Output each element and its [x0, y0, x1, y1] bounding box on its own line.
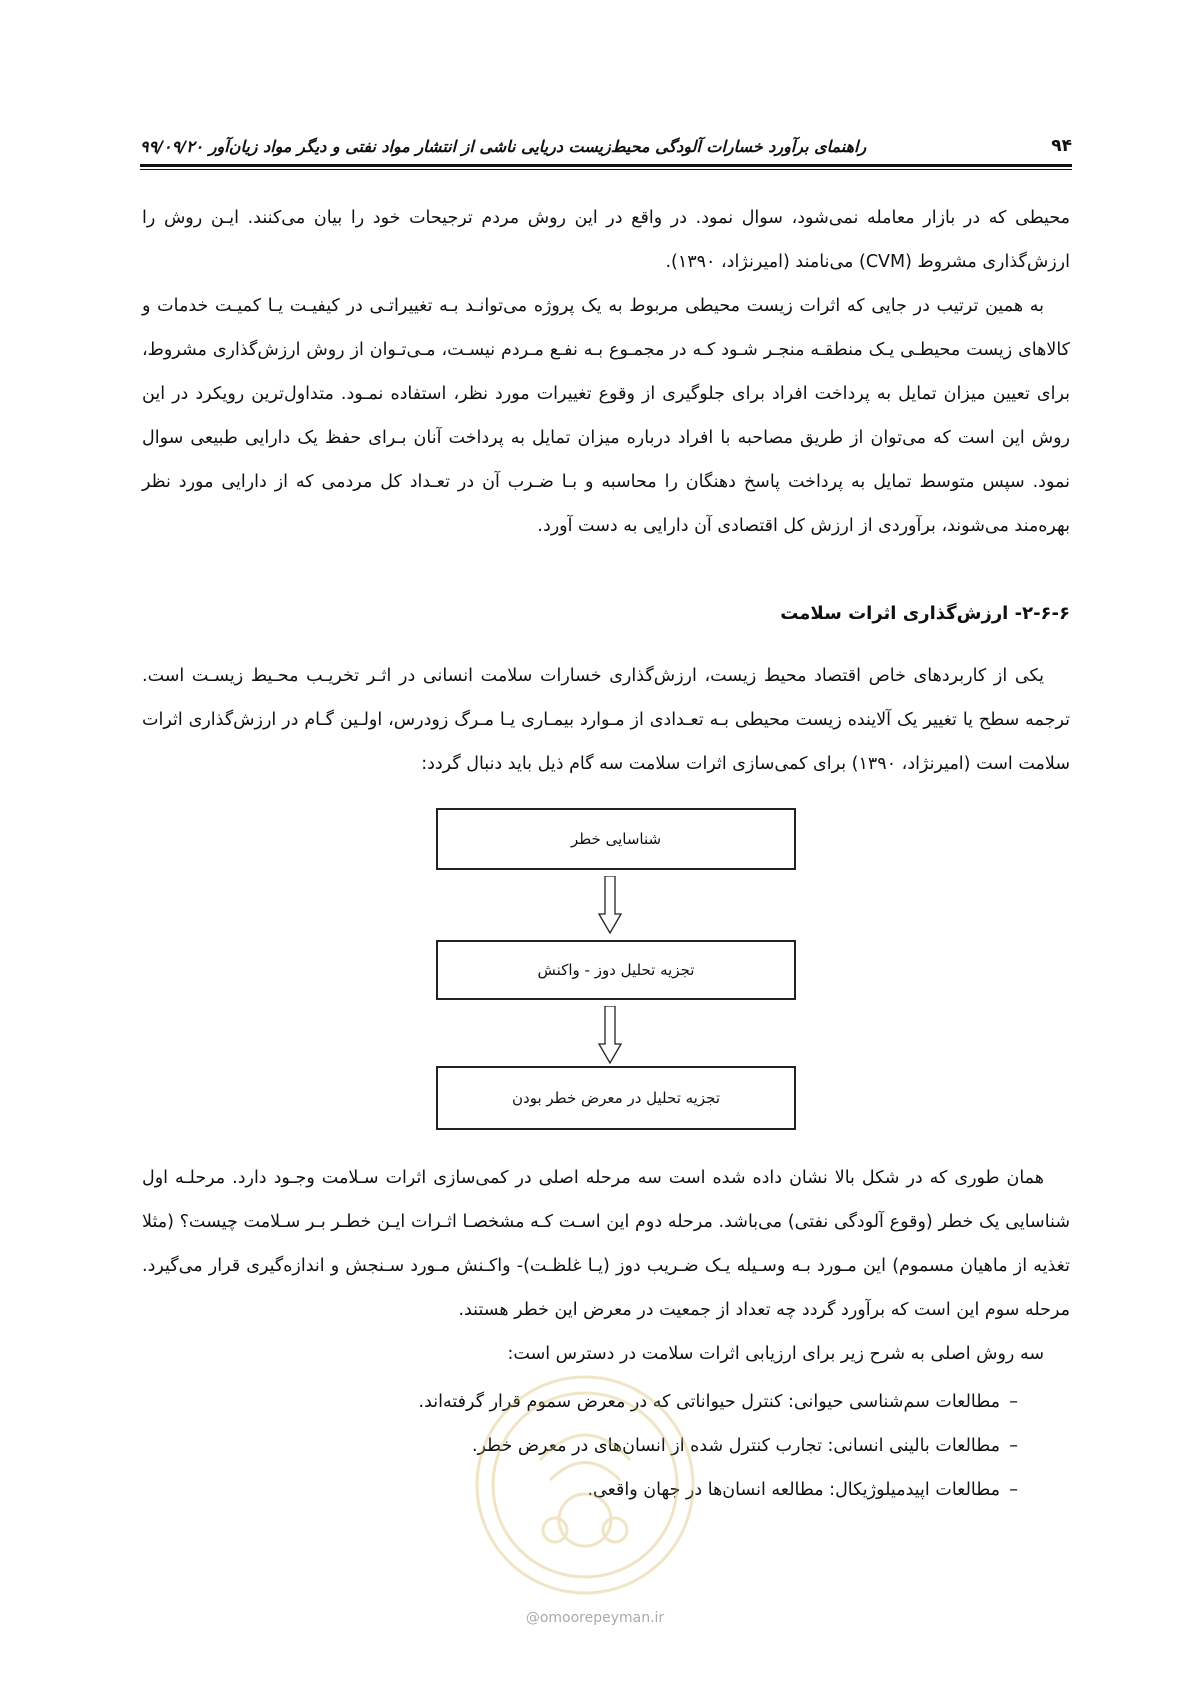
- list-dash: –: [1009, 1436, 1018, 1456]
- list-item-text: مطالعات سم‌شناسی حیوانی: کنترل حیواناتی که در معرض سموم قرار گرفته‌اند.: [418, 1392, 1000, 1412]
- paragraph-contingent-valuation: به همین ترتیب در جایی که اثرات زیست محیطی مربوط به یک پروژه می‌توانـد بـه تغییراتـی در کیفیـت یـا کمیـت خدمات و کالاهای زیست محیطـی یـک منطقـه منجـر شـود کـه در مجمـوع بـه نفـع مـردم نیسـت، مـی‌تـوان از روش ارزش‌گذاری مشروط، برای تعیین میزان تمایل به پرداخت افراد برای جلوگیری از وقوع تغییرات مورد نظر، استفاده نمـود. متداول‌ترین رویکرد در این روش این است که می‌توان از طریق مصاحبه با افراد درباره میزان تمایل به پرداخت آنان بـرای حفظ یک دارایی طبیعی سوال نمود. سپس متوسط تمایل به پرداخت پاسخ دهنگان را محاسبه و بـا ضـرب آن در تعـداد کل مردمی که از دارایی مورد نظر بهره‌مند می‌شوند، برآوردی از ارزش کل اقتصادی آن دارایی به دست آورد.: [142, 296, 1070, 536]
- section-heading: ۲-۶-۶- ارزش‌گذاری اثرات سلامت: [780, 603, 1070, 624]
- flow-step-label: تجزیه تحلیل دوز - واکنش: [537, 961, 695, 979]
- flow-step-dose-response: [436, 940, 796, 1000]
- list-dash: –: [1009, 1480, 1018, 1500]
- paragraph-health-valuation: یکی از کاربردهای خاص اقتصاد محیط زیست، ارزش‌گذاری خسارات سلامت انسانی در اثـر تخریـب محـیط زیسـت است. ترجمه سطح یا تغییر یک آلاینده زیست محیطی بـه تعـدادی از مـوارد بیمـاری یـا مـرگ زودرس، اولـین گـام در ارزش‌گذاری اثرات سلامت است (امیرنژاد، ۱۳۹۰) برای کمی‌سازی اثرات سلامت سه گام ذیل باید دنبال گردد:: [142, 666, 1070, 774]
- flow-step-label: شناسایی خطر: [570, 830, 662, 848]
- flow-step-label: تجزیه تحلیل در معرض خطر بودن: [512, 1089, 720, 1107]
- watermark-site: @omoorepeyman.ir: [525, 1610, 665, 1626]
- running-head: راهنمای برآورد خسارات آلودگی محیط‌زیست دریایی ناشی از انتشار مواد نفتی و دیگر مواد زیان‌آور ۹۹/۰۹/۲۰: [140, 137, 867, 156]
- list-item-text: مطالعات اپیدمیلوژیکال: مطالعه انسان‌ها در جهان واقعی.: [587, 1480, 1000, 1500]
- list-dash: –: [1009, 1392, 1018, 1412]
- page-number: ۹۴: [1051, 136, 1072, 156]
- flow-step-exposure-assessment: [436, 1066, 796, 1130]
- header-rule: [140, 164, 1072, 170]
- watermark-seal-icon: [470, 1370, 700, 1600]
- page-header: [140, 120, 1072, 156]
- paragraph-cvm: محیطی که در بازار معامله نمی‌شود، سوال نمود. در واقع در این روش مردم ترجیحات خود را بیان می‌کنند. ایـن روش را ارزش‌گذاری مشروط (CVM) می‌نامند (امیرنژاد، ۱۳۹۰).: [142, 208, 1070, 272]
- flow-step-hazard-identification: [436, 808, 796, 870]
- paragraph-methods-intro: سه روش اصلی به شرح زیر برای ارزیابی اثرات سلامت در دسترس است:: [507, 1344, 1044, 1364]
- list-item-text: مطالعات بالینی انسانی: تجارب کنترل شده از انسان‌های در معرض خطر.: [471, 1436, 1000, 1456]
- down-arrow-icon: [598, 876, 622, 934]
- paragraph-three-stages: همان طوری که در شکل بالا نشان داده شده است سه مرحله اصلی در کمی‌سازی اثرات سـلامت وجـود دارد. مرحلـه اول شناسایی یک خطر (وقوع آلودگی نفتی) می‌باشد. مرحله دوم این اسـت کـه مشخصـا اثـرات ایـن خطـر بـر سـلامت چیست؟ (مثلا تغذیه از ماهیان مسموم) این مـورد بـه وسـیله یـک ضـریب دوز (یـا غلظـت)- واکـنش مـورد سـنجش و اندازه‌گیری قرار می‌گیرد. مرحله سوم این است که برآورد گردد چه تعداد از جمعیت در معرض این خطر هستند.: [142, 1168, 1070, 1320]
- down-arrow-icon: [598, 1006, 622, 1064]
